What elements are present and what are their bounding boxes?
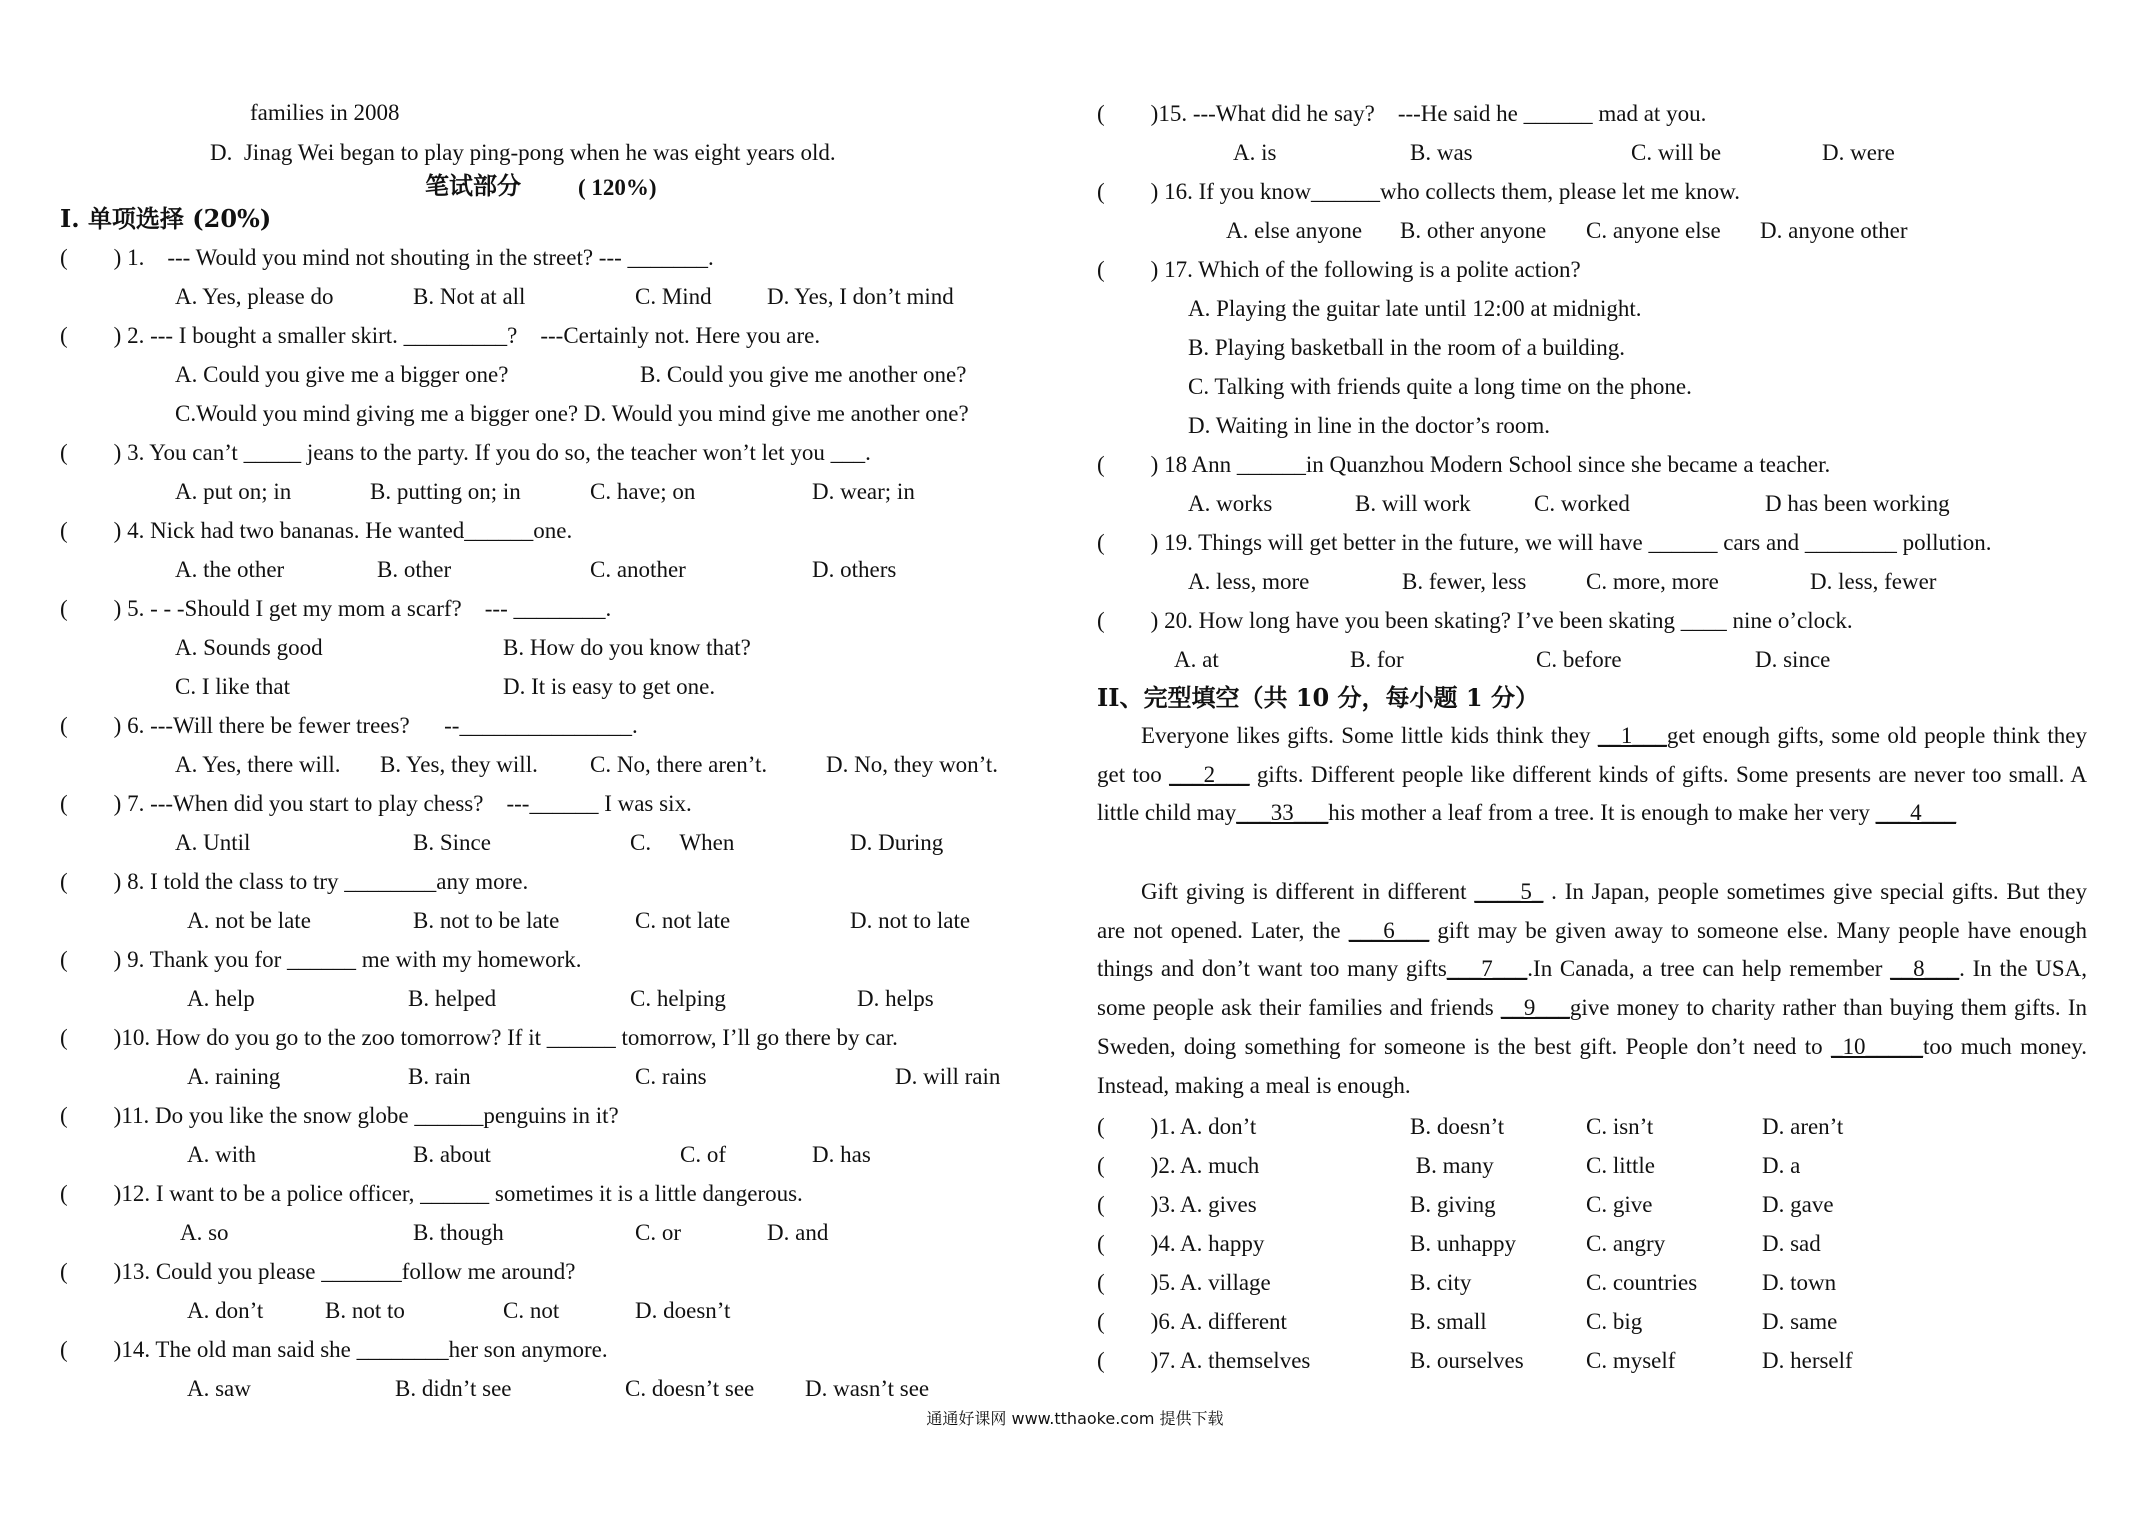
option: B. Since <box>413 830 491 855</box>
option: D. doesn’t <box>635 1298 731 1323</box>
option: D. sad <box>1762 1231 1821 1256</box>
cloze-item: ( )7. A. themselves <box>1097 1348 1311 1373</box>
option: C. more, more <box>1586 569 1719 594</box>
option: C. isn’t <box>1586 1114 1654 1139</box>
option: D. less, fewer <box>1810 569 1937 594</box>
option: C. myself <box>1586 1348 1676 1373</box>
question-stem: ( ) 7. ---When did you start to play chess? ---______ I was six. <box>60 791 692 816</box>
option: D. gave <box>1762 1192 1834 1217</box>
section2-title: II、完型填空（共 10 分，每小题 1 分） <box>1097 683 1539 712</box>
cloze-paragraph: Gift giving is different in different ____5_ . In Japan, people sometimes give special gifts. But they are not opened. Later, the ___6___ gift may be given away to someone else. Many people have enough things and don’t want too many gifts___7___.In Canada, a tree can help remember __8___. In the USA, some people ask their families and friends __9___give money to charity rather than buying them gifts. In Sweden, doing something for someone is the best gift. People don’t need to _10_____too much money. Instead, making a meal is enough. <box>1097 879 2088 1098</box>
option: D. since <box>1755 647 1831 672</box>
question-stem: ( ) 6. ---Will there be fewer trees? --_______________. <box>60 713 638 738</box>
option: A. less, more <box>1188 569 1310 594</box>
question-stem: ( ) 1. --- Would you mind not shouting in the street? --- _______. <box>60 245 714 270</box>
option: D. wasn’t see <box>805 1376 930 1401</box>
option: A. Sounds good <box>175 635 323 660</box>
option: C. or <box>635 1220 681 1245</box>
option: A. so <box>180 1220 229 1245</box>
option: B. many <box>1410 1153 1494 1178</box>
option: C. of <box>680 1142 726 1167</box>
option: A. Until <box>175 830 251 855</box>
section1-title: I. 单项选择 (20%) <box>60 204 272 233</box>
question-stem: ( )13. Could you please _______follow me around? <box>60 1259 576 1284</box>
option: B. rain <box>408 1064 471 1089</box>
question-stem: ( ) 20. How long have you been skating? I’ve been skating ____ nine o’clock. <box>1097 608 1853 633</box>
option: D. During <box>850 830 944 855</box>
option: D. aren’t <box>1762 1114 1844 1139</box>
option: D. not to late <box>850 908 971 933</box>
option: C.Would you mind giving me a bigger one? D. Would you mind give me another one? <box>175 401 969 426</box>
option: D. helps <box>857 986 934 1011</box>
option: A. Playing the guitar late until 12:00 at midnight. <box>1188 296 1642 321</box>
option: C. not late <box>635 908 731 933</box>
option: D. others <box>812 557 897 582</box>
option: C. another <box>590 557 686 582</box>
option: C. before <box>1536 647 1622 672</box>
option: A. Yes, please do <box>175 284 334 309</box>
option: A. saw <box>187 1376 251 1401</box>
option: D. will rain <box>895 1064 1001 1089</box>
question-stem: ( )11. Do you like the snow globe ______penguins in it? <box>60 1103 619 1128</box>
cloze-item: ( )3. A. gives <box>1097 1192 1257 1217</box>
option: B. Playing basketball in the room of a building. <box>1188 335 1625 360</box>
option: C. have; on <box>590 479 696 504</box>
option: C. big <box>1586 1309 1643 1334</box>
option: D. same <box>1762 1309 1838 1334</box>
question-stem: ( ) 16. If you know______who collects them, please let me know. <box>1097 179 1741 204</box>
option: C. give <box>1586 1192 1653 1217</box>
cloze-item: ( )5. A. village <box>1097 1270 1271 1295</box>
option: B. city <box>1410 1270 1472 1295</box>
option: A. not be late <box>187 908 311 933</box>
option: D. and <box>767 1220 829 1245</box>
option: A. don’t <box>187 1298 264 1323</box>
option: A. at <box>1174 647 1219 672</box>
option: C. anyone else <box>1586 218 1721 243</box>
option: A. works <box>1188 491 1273 516</box>
question-stem: ( )10. How do you go to the zoo tomorrow? If it ______ tomorrow, I’ll go there by car. <box>60 1025 898 1050</box>
option: D. a <box>1762 1153 1801 1178</box>
option: D. were <box>1822 140 1895 165</box>
option: B. doesn’t <box>1410 1114 1505 1139</box>
option: C. helping <box>630 986 726 1011</box>
option: B. giving <box>1410 1192 1496 1217</box>
written-part-score: ( 120%) <box>578 175 657 200</box>
question-stem: ( ) 3. You can’t _____ jeans to the party. If you do so, the teacher won’t let you ___. <box>60 440 871 465</box>
option: C. When <box>630 830 735 855</box>
option: D has been working <box>1765 491 1950 516</box>
option: C. not <box>503 1298 560 1323</box>
cloze-item: ( )2. A. much <box>1097 1153 1260 1178</box>
option: D. has <box>812 1142 871 1167</box>
option: A. help <box>187 986 255 1011</box>
question-stem: ( ) 2. --- I bought a smaller skirt. _________? ---Certainly not. Here you are. <box>60 323 821 348</box>
option: B. not to <box>325 1298 405 1323</box>
option: D. herself <box>1762 1348 1853 1373</box>
question-stem: ( )15. ---What did he say? ---He said he ______ mad at you. <box>1097 101 1707 126</box>
carry-over-line: families in 2008 <box>250 100 400 125</box>
cloze-item: ( )4. A. happy <box>1097 1231 1265 1256</box>
option: B. putting on; in <box>370 479 521 504</box>
option: C. No, there aren’t. <box>590 752 768 777</box>
option: B. was <box>1410 140 1473 165</box>
option: B. for <box>1350 647 1404 672</box>
option: B. ourselves <box>1410 1348 1524 1373</box>
option: C. Talking with friends quite a long time on the phone. <box>1188 374 1692 399</box>
option: B. Not at all <box>413 284 526 309</box>
question-stem: ( ) 4. Nick had two bananas. He wanted______one. <box>60 518 573 543</box>
option: B. will work <box>1355 491 1471 516</box>
option: C. Mind <box>635 284 712 309</box>
option: A. with <box>187 1142 256 1167</box>
option: C. little <box>1586 1153 1655 1178</box>
option: A. Yes, there will. <box>175 752 341 777</box>
option: A. Could you give me a bigger one? <box>175 362 509 387</box>
option: D. Waiting in line in the doctor’s room. <box>1188 413 1551 438</box>
question-stem: ( ) 8. I told the class to try ________any more. <box>60 869 529 894</box>
option: D. It is easy to get one. <box>503 674 716 699</box>
cloze-item: ( )6. A. different <box>1097 1309 1287 1334</box>
question-stem: ( ) 9. Thank you for ______ me with my homework. <box>60 947 582 972</box>
page-footer: 通通好课网 www.tthaoke.com 提供下载 <box>926 1409 1224 1428</box>
option: C. will be <box>1631 140 1722 165</box>
cloze-item: ( )1. A. don’t <box>1097 1114 1257 1139</box>
option: B. Yes, they will. <box>380 752 538 777</box>
question-stem: ( )14. The old man said she ________her son anymore. <box>60 1337 608 1362</box>
option: D. wear; in <box>812 479 915 504</box>
option: D. town <box>1762 1270 1837 1295</box>
option: A. the other <box>175 557 285 582</box>
option: B. small <box>1410 1309 1487 1334</box>
option: A. is <box>1233 140 1277 165</box>
option: C. angry <box>1586 1231 1666 1256</box>
option: A. else anyone <box>1226 218 1363 243</box>
option: C. worked <box>1534 491 1630 516</box>
option: C. countries <box>1586 1270 1698 1295</box>
option: D. anyone other <box>1760 218 1908 243</box>
option: D. No, they won’t. <box>826 752 999 777</box>
question-stem: ( ) 17. Which of the following is a polite action? <box>1097 257 1581 282</box>
question-stem: ( ) 18 Ann ______in Quanzhou Modern School since she became a teacher. <box>1097 452 1831 477</box>
carry-over-line: D. Jinag Wei began to play ping-pong when he was eight years old. <box>210 140 836 165</box>
question-stem: ( ) 19. Things will get better in the future, we will have ______ cars and ________ pollution. <box>1097 530 1992 555</box>
option: B. other anyone <box>1400 218 1547 243</box>
option: A. put on; in <box>175 479 292 504</box>
option: C. rains <box>635 1064 707 1089</box>
option: C. doesn’t see <box>625 1376 755 1401</box>
option: B. Could you give me another one? <box>640 362 967 387</box>
option: B. unhappy <box>1410 1231 1517 1256</box>
option: D. Yes, I don’t mind <box>767 284 954 309</box>
option: B. other <box>377 557 452 582</box>
option: B. about <box>413 1142 491 1167</box>
option: B. helped <box>408 986 497 1011</box>
cloze-paragraph: Everyone likes gifts. Some little kids think they __1___get enough gifts, some old people think they get too ___2___ gifts. Different people like different kinds of gifts. Some presents are never too small. A little child may___33___his mother a leaf from a tree. It is enough to make her very ___4___ <box>1097 723 2087 826</box>
written-part-title: 笔试部分 <box>425 171 521 200</box>
option: B. fewer, less <box>1402 569 1527 594</box>
option: B. though <box>413 1220 504 1245</box>
option: B. not to be late <box>413 908 560 933</box>
option: B. didn’t see <box>395 1376 512 1401</box>
question-stem: ( )12. I want to be a police officer, ______ sometimes it is a little dangerous. <box>60 1181 803 1206</box>
option: B. How do you know that? <box>503 635 751 660</box>
option: C. I like that <box>175 674 290 699</box>
question-stem: ( ) 5. - - -Should I get my mom a scarf? --- ________. <box>60 596 612 621</box>
option: A. raining <box>187 1064 281 1089</box>
